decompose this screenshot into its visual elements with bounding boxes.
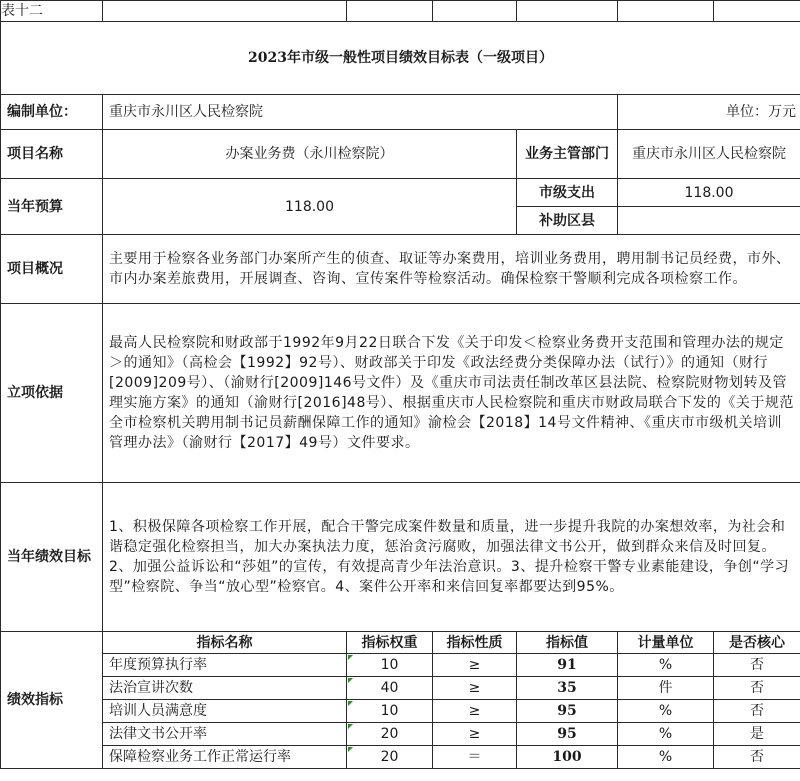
indicator-value: 100 [517, 746, 618, 769]
indicator-unit: % [618, 746, 714, 769]
col-header-nature: 指标性质 [433, 632, 517, 654]
dept-value: 重庆市永川区人民检察院 [618, 130, 800, 179]
indicator-core: 否 [714, 677, 800, 700]
project-name-value: 办案业务费（永川检察院） [103, 130, 517, 179]
overview-label: 项目概况 [1, 235, 103, 304]
indicator-value: 91 [517, 654, 618, 677]
district-subsidy-value [618, 207, 800, 235]
budget-value: 118.00 [103, 179, 517, 235]
basis-label: 立项依据 [1, 304, 103, 483]
indicator-name: 年度预算执行率 [103, 654, 347, 677]
indicator-unit: 件 [618, 677, 714, 700]
col-header-core: 是否核心 [714, 632, 800, 654]
indicator-unit: % [618, 723, 714, 746]
col-header-weight: 指标权重 [347, 632, 433, 654]
district-subsidy-label: 补助区县 [517, 207, 618, 235]
indicator-core: 否 [714, 700, 800, 723]
indicator-core: 是 [714, 723, 800, 746]
table-row [1, 746, 800, 769]
table-row [1, 700, 800, 723]
city-expense-label: 市级支出 [517, 179, 618, 207]
indicator-nature: ≥ [433, 700, 517, 723]
col-header-unit: 计量单位 [618, 632, 714, 654]
basis-text: 最高人民检察院和财政部于1992年9月22日联合下发《关于印发＜检察业务费开支范围和管理办法的规定＞的通知》（高检会【1992】92号）、财政部关于印发《政法经费分类保障办法（试行）》的通知（财行[2009]209号）、（渝财行[2009]146号文件）及《重庆市司法责任制改革区县法院、检察院财物划转及管理实施方案》的通知（渝财行[2016]48号）、根据重庆市人民检察院和重庆市财政局联合下发的《关于规范全市检察机关聘用制书记员薪酬保障工作的通知》渝检会【2018】14号文件精神、《重庆市市级机关培训管理办法》（渝财行【2017】49号）文件要求。 [103, 304, 800, 483]
col-header-name: 指标名称 [103, 632, 347, 654]
indicator-nature: ≥ [433, 677, 517, 700]
indicator-value: 35 [517, 677, 618, 700]
indicator-value: 95 [517, 700, 618, 723]
indicators-label: 绩效指标 [1, 632, 103, 769]
indicator-nature: ＝ [433, 746, 517, 769]
indicator-weight: 20 [347, 723, 433, 746]
project-name-label: 项目名称 [1, 130, 103, 179]
indicator-weight: 40 [347, 677, 433, 700]
unit-value: 重庆市永川区人民检察院 [103, 95, 618, 130]
city-expense-value: 118.00 [618, 179, 800, 207]
indicator-value: 95 [517, 723, 618, 746]
indicator-core: 否 [714, 746, 800, 769]
indicator-core: 否 [714, 654, 800, 677]
table-row [1, 723, 800, 746]
indicator-unit: % [618, 700, 714, 723]
unit-label: 编制单位： [1, 95, 103, 130]
indicator-weight: 20 [347, 746, 433, 769]
indicator-weight: 10 [347, 700, 433, 723]
goal-label: 当年绩效目标 [1, 483, 103, 632]
page-title: 2023年市级一般性项目绩效目标表（一级项目） [1, 22, 800, 95]
sheet-label: 表十二 [1, 1, 103, 22]
indicator-unit: % [618, 654, 714, 677]
indicator-name: 法律文书公开率 [103, 723, 347, 746]
indicator-name: 培训人员满意度 [103, 700, 347, 723]
indicator-weight: 10 [347, 654, 433, 677]
col-header-value: 指标值 [517, 632, 618, 654]
goal-text: 1、积极保障各项检察工作开展，配合干警完成案件数量和质量，进一步提升我院的办案想效率，为社会和谐稳定强化检察担当，加大办案执法力度，惩治贪污腐败，加强法律文书公开，做到群众来信及时回复。2、加强公益诉讼和“莎姐”的宣传，有效提高青少年法治意识。3、提升检察干警专业素能建设，争创“学习型”检察院、争当“放心型”检察官。4、案件公开率和来信回复率都要达到95%。 [103, 483, 800, 632]
table-row [1, 677, 800, 700]
indicator-nature: ≥ [433, 654, 517, 677]
table-row [1, 654, 800, 677]
budget-label: 当年预算 [1, 179, 103, 235]
indicator-name: 保障检察业务工作正常运行率 [103, 746, 347, 769]
indicator-nature: ≥ [433, 723, 517, 746]
indicator-name: 法治宣讲次数 [103, 677, 347, 700]
dept-label: 业务主管部门 [517, 130, 618, 179]
overview-text: 主要用于检察各业务部门办案所产生的侦查、取证等办案费用，培训业务费用，聘用制书记员经费，市外、市内办案差旅费用，开展调查、咨询、宣传案件等检察活动。确保检察干警顺利完成各项检察工作。 [103, 235, 800, 304]
currency-unit: 单位：万元 [618, 95, 800, 130]
